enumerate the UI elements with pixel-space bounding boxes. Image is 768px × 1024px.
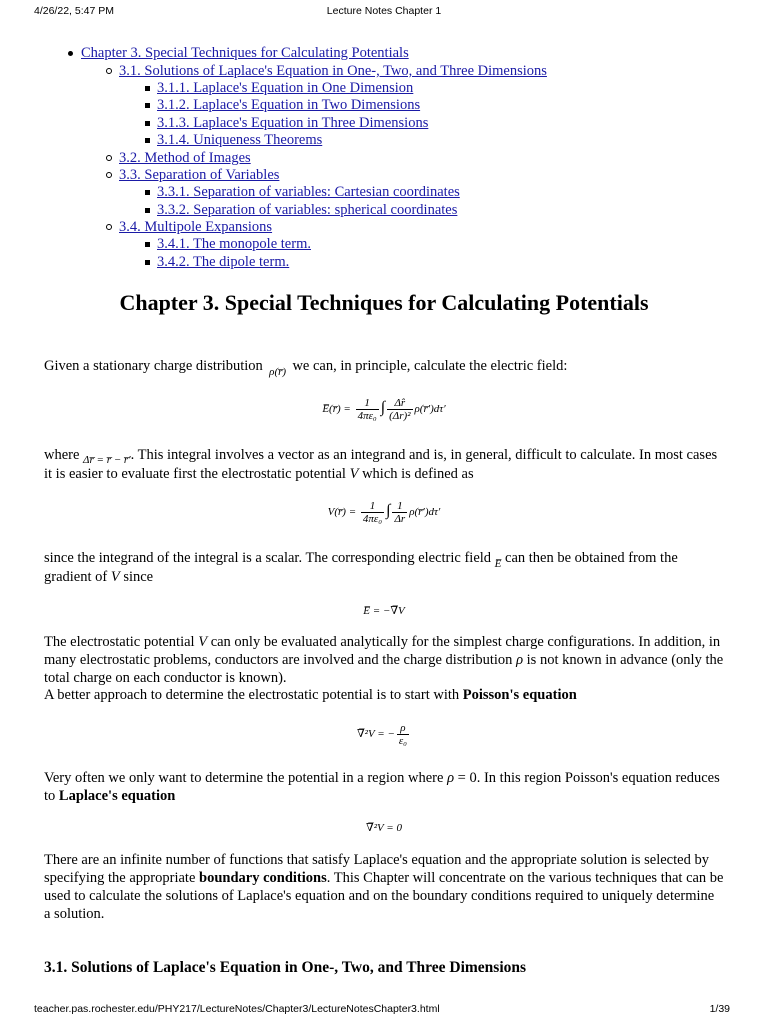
toc-item	[119, 166, 279, 184]
print-footer	[0, 1000, 768, 1020]
paragraph	[44, 357, 724, 376]
bullet-square-icon	[145, 121, 150, 126]
bullet-square-icon	[145, 260, 150, 265]
print-url: teacher.pas.rochester.edu/PHY217/LectureNotes/Chapter3/LectureNotesChapter3.html	[34, 1003, 440, 1015]
equation-poisson: ∇̅²V = − $\frac{\rho}{\text{ε₀}}$	[356, 722, 408, 747]
bullet-square-icon	[145, 86, 150, 91]
toc-link-3-4[interactable]: 3.4. Multipole Expansions	[119, 219, 273, 235]
paragraph: A better approach to determine the electrostatic potential is to start with Poisson's equation	[44, 687, 577, 703]
bullet-circle-icon	[106, 172, 112, 178]
inline-formula: ρ(r̅)	[266, 366, 289, 378]
toc-item	[157, 114, 428, 132]
bullet-circle-icon	[106, 224, 112, 230]
bullet-circle-icon	[106, 68, 112, 74]
print-header	[0, 0, 768, 22]
toc-item	[157, 183, 460, 201]
print-datetime: 4/26/22, 5:47 PM	[34, 5, 114, 17]
toc-item	[157, 79, 413, 97]
toc-link-3-3-1[interactable]: 3.3.1. Separation of variables: Cartesian coordinates	[157, 184, 460, 200]
equation-electric-field: E̅(r̅) = $\frac{1}{\text{4πε₀}}$ ∫ $\frac{\Delta r̂}{\text{(Δr)²}}$ ρ(r̅′)dτ′	[322, 397, 446, 422]
bullet-circle-icon	[106, 155, 112, 161]
toc-link-3-1-4[interactable]: 3.1.4. Uniqueness Theorems	[157, 132, 323, 148]
bullet-square-icon	[145, 208, 150, 213]
toc-link-3-1-3[interactable]: 3.1.3. Laplace's Equation in Three Dimensions	[157, 115, 429, 131]
inline-formula: E̅	[494, 558, 502, 570]
paragraph: The electrostatic potential V can only be evaluated analytically for the simplest charge configurations. In addition, in many electrostatic problems, conductors are involved and the charge distribution ρ is not known in advance (only the total charge on each conductor is known).	[44, 634, 724, 686]
toc-item	[157, 96, 420, 114]
section-heading: 3.1. Solutions of Laplace's Equation in One-, Two, and Three Dimensions	[44, 959, 527, 976]
bullet-square-icon	[145, 242, 150, 247]
toc-link-3-4-1[interactable]: 3.4.1. The monopole term.	[157, 236, 311, 252]
toc-item	[81, 44, 409, 62]
toc-link-3-4-2[interactable]: 3.4.2. The dipole term.	[157, 254, 290, 270]
toc-link-chapter-3[interactable]: Chapter 3. Special Techniques for Calculating Potentials	[81, 45, 409, 61]
toc-item	[157, 235, 311, 253]
bullet-square-icon	[145, 103, 150, 108]
bullet-square-icon	[145, 190, 150, 195]
toc-item	[157, 253, 289, 271]
toc-item	[119, 62, 547, 80]
print-page-number: 1/39	[709, 1003, 730, 1015]
paragraph: where $_{\Delta r̅ = r̅ - r̅'}$. This integral involves a vector as an integrand and is, in general, difficult to calculate. In most cases it is easier to evaluate first the electrostatic potential V which is defined as	[44, 447, 718, 482]
toc-item	[119, 218, 272, 236]
toc-link-3-1-1[interactable]: 3.1.1. Laplace's Equation in One Dimension	[157, 80, 414, 96]
paragraph-text: Given a stationary charge distribution	[44, 358, 263, 374]
toc-item	[119, 149, 251, 167]
paragraph: since the integrand of the integral is a scalar. The corresponding electric field $_{E̅}$ can then be obtained from the gradient of V since	[44, 550, 678, 585]
equation-laplace: ∇̅²V = 0	[366, 822, 402, 834]
paragraph-text: we can, in principle, calculate the electric field:	[292, 358, 568, 374]
paragraph: There are an infinite number of functions that satisfy Laplace's equation and the appropriate solution is selected by specifying the appropriate boundary conditions. This Chapter will concentrate on the various techniques that can be used to calculate the solutions of Laplace's equation and on the boundary conditions required to uniquely determine a solution.	[44, 852, 724, 922]
equation-gradient: E̅ = −∇̅V	[363, 605, 405, 617]
page-title: Chapter 3. Special Techniques for Calculating Potentials	[119, 290, 649, 315]
toc-link-3-3-2[interactable]: 3.3.2. Separation of variables: spherical coordinates	[157, 202, 458, 218]
toc-link-3-1-2[interactable]: 3.1.2. Laplace's Equation in Two Dimensions	[157, 97, 421, 113]
toc-link-3-2[interactable]: 3.2. Method of Images	[119, 150, 251, 166]
toc-link-3-3[interactable]: 3.3. Separation of Variables	[119, 167, 280, 183]
print-doc-title: Lecture Notes Chapter 1	[326, 5, 442, 17]
inline-formula: Δr̅ = r̅ − r̅′	[83, 454, 131, 466]
toc-link-3-1[interactable]: 3.1. Solutions of Laplace's Equation in One-, Two, and Three Dimensions	[119, 63, 547, 79]
bullet-square-icon	[145, 138, 150, 143]
bullet-disc-icon	[68, 51, 73, 56]
paragraph: Very often we only want to determine the potential in a region where ρ = 0. In this region Poisson's equation reduces to Laplace's equation	[44, 770, 720, 804]
equation-potential: V(r̅) = $\frac{1}{\text{4πε₀}}$ ∫ $\frac{1}{\Delta r}$ ρ(r̅′)dτ′	[327, 500, 441, 525]
toc-item	[157, 201, 457, 219]
toc-item	[157, 131, 322, 149]
